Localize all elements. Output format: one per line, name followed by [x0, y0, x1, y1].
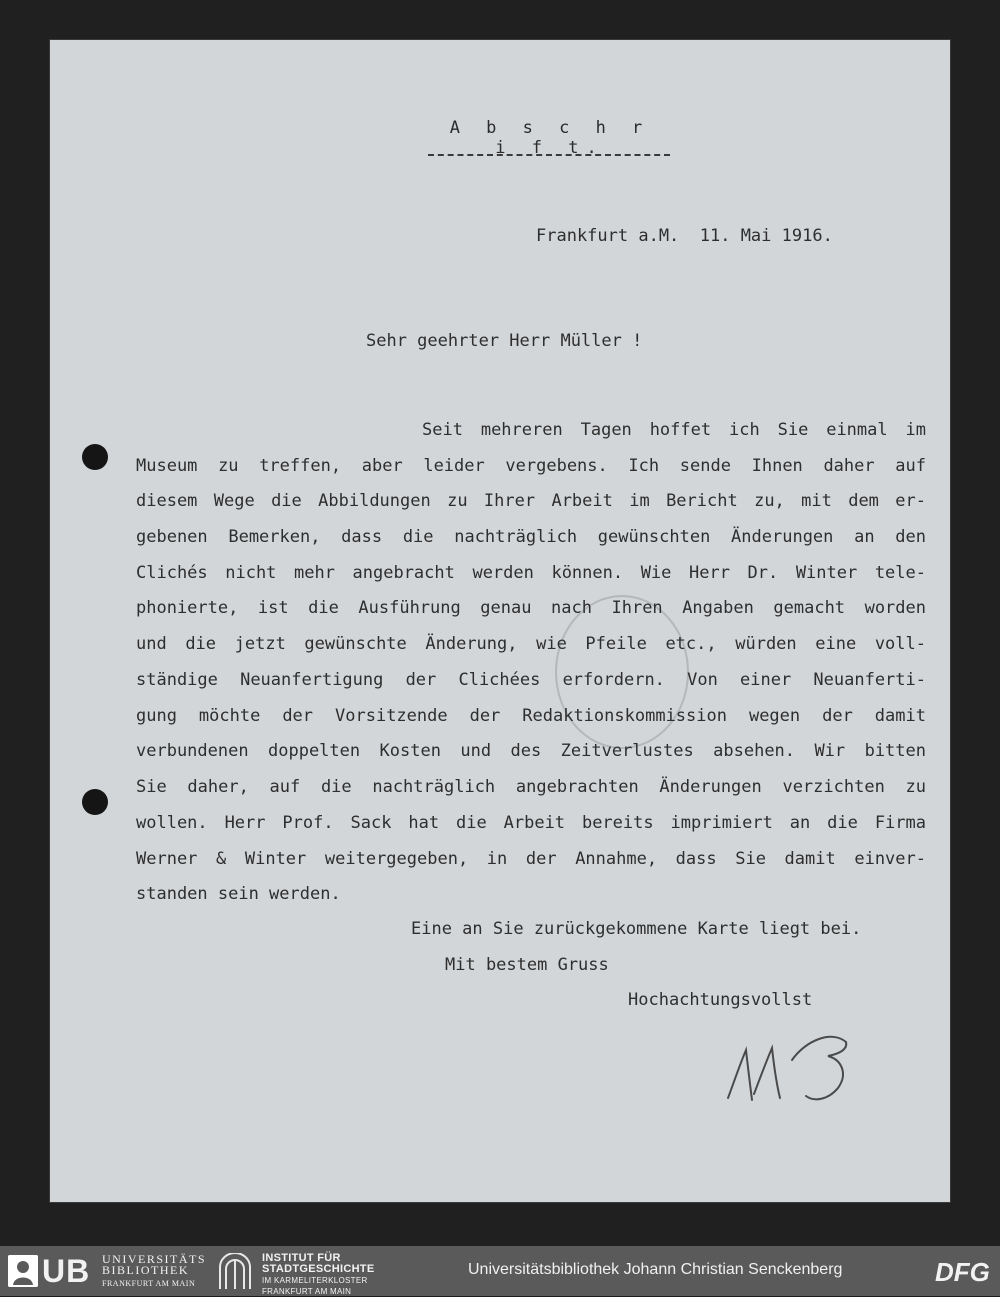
footer-bar — [0, 1246, 1000, 1296]
ub-wordmark — [102, 1254, 206, 1289]
arches-icon — [218, 1253, 252, 1289]
ub-line: FRANKFURT AM MAIN — [102, 1279, 196, 1288]
body-line: verbundenen doppelten Kosten und des Zeitverlustes absehen. Wir bitten — [136, 741, 926, 761]
dfg-logo[interactable] — [935, 1256, 991, 1286]
punch-hole-top — [82, 444, 108, 470]
portrait-icon — [8, 1255, 38, 1287]
body-line: Seit mehreren Tagen hoffet ich Sie einmal im — [422, 420, 926, 440]
body-line: Museum zu treffen, aber leider vergebens. Ich sende Ihnen daher auf — [136, 456, 926, 476]
closing: Hochachtungsvollst — [628, 990, 813, 1010]
body-line: ständige Neuanfertigung der Clichées erfordern. Von einer Neuanferti- — [136, 670, 926, 690]
body-line: standen sein werden. — [136, 884, 341, 904]
isg-line: IM KARMELITERKLOSTER — [262, 1276, 368, 1285]
ub-line: BIBLIOTHEK — [102, 1263, 189, 1277]
body-line: gung möchte der Vorsitzende der Redaktionskommission wegen der damit — [136, 706, 926, 726]
isg-wordmark — [262, 1253, 374, 1297]
ub-mark: UB — [42, 1253, 91, 1289]
handwritten-signature — [720, 1020, 870, 1110]
heading-underline — [428, 154, 670, 156]
body-line: gebenen Bemerken, dass die nachträglich gewünschten Änderungen an den — [136, 527, 926, 547]
document-heading: A b s c h r i f t. — [449, 118, 651, 158]
punch-hole-bottom — [82, 789, 108, 815]
body-line: wollen. Herr Prof. Sack hat die Arbeit bereits imprimiert an die Firma — [136, 813, 926, 833]
salutation: Sehr geehrter Herr Müller ! — [366, 331, 643, 351]
body-line: und die jetzt gewünschte Änderung, wie Pfeile etc., würden eine voll- — [136, 634, 926, 654]
isg-line: FRANKFURT AM MAIN — [262, 1287, 352, 1296]
library-title[interactable]: Universitätsbibliothek Johann Christian Senckenberg — [468, 1261, 843, 1278]
enclosure-note: Eine an Sie zurückgekommene Karte liegt bei. — [411, 919, 862, 939]
body-line: Clichés nicht mehr angebracht werden können. Wie Herr Dr. Winter tele- — [136, 563, 926, 583]
body-line: phonierte, ist die Ausführung genau nach Ihren Angaben gemacht worden — [136, 598, 926, 618]
place-date: Frankfurt a.M. 11. Mai 1916. — [536, 226, 833, 246]
letter-page — [50, 40, 950, 1202]
body-line: Werner & Winter weitergegeben, in der Annahme, dass Sie damit einver- — [136, 849, 926, 869]
isg-line: STADTGESCHICHTE — [262, 1263, 375, 1275]
body-line: diesem Wege die Abbildungen zu Ihrer Arbeit im Bericht zu, mit dem er- — [136, 491, 926, 511]
isg-line: INSTITUT FÜR — [262, 1252, 341, 1264]
dfg-text: DFG — [935, 1257, 990, 1286]
isg-logo[interactable] — [218, 1251, 418, 1296]
ub-logo[interactable] — [8, 1251, 206, 1291]
ub-line: UNIVERSITÄTS — [102, 1252, 206, 1266]
greeting: Mit bestem Gruss — [445, 955, 609, 975]
body-line: Sie daher, auf die nachträglich angebrachten Änderungen verzichten zu — [136, 777, 926, 797]
